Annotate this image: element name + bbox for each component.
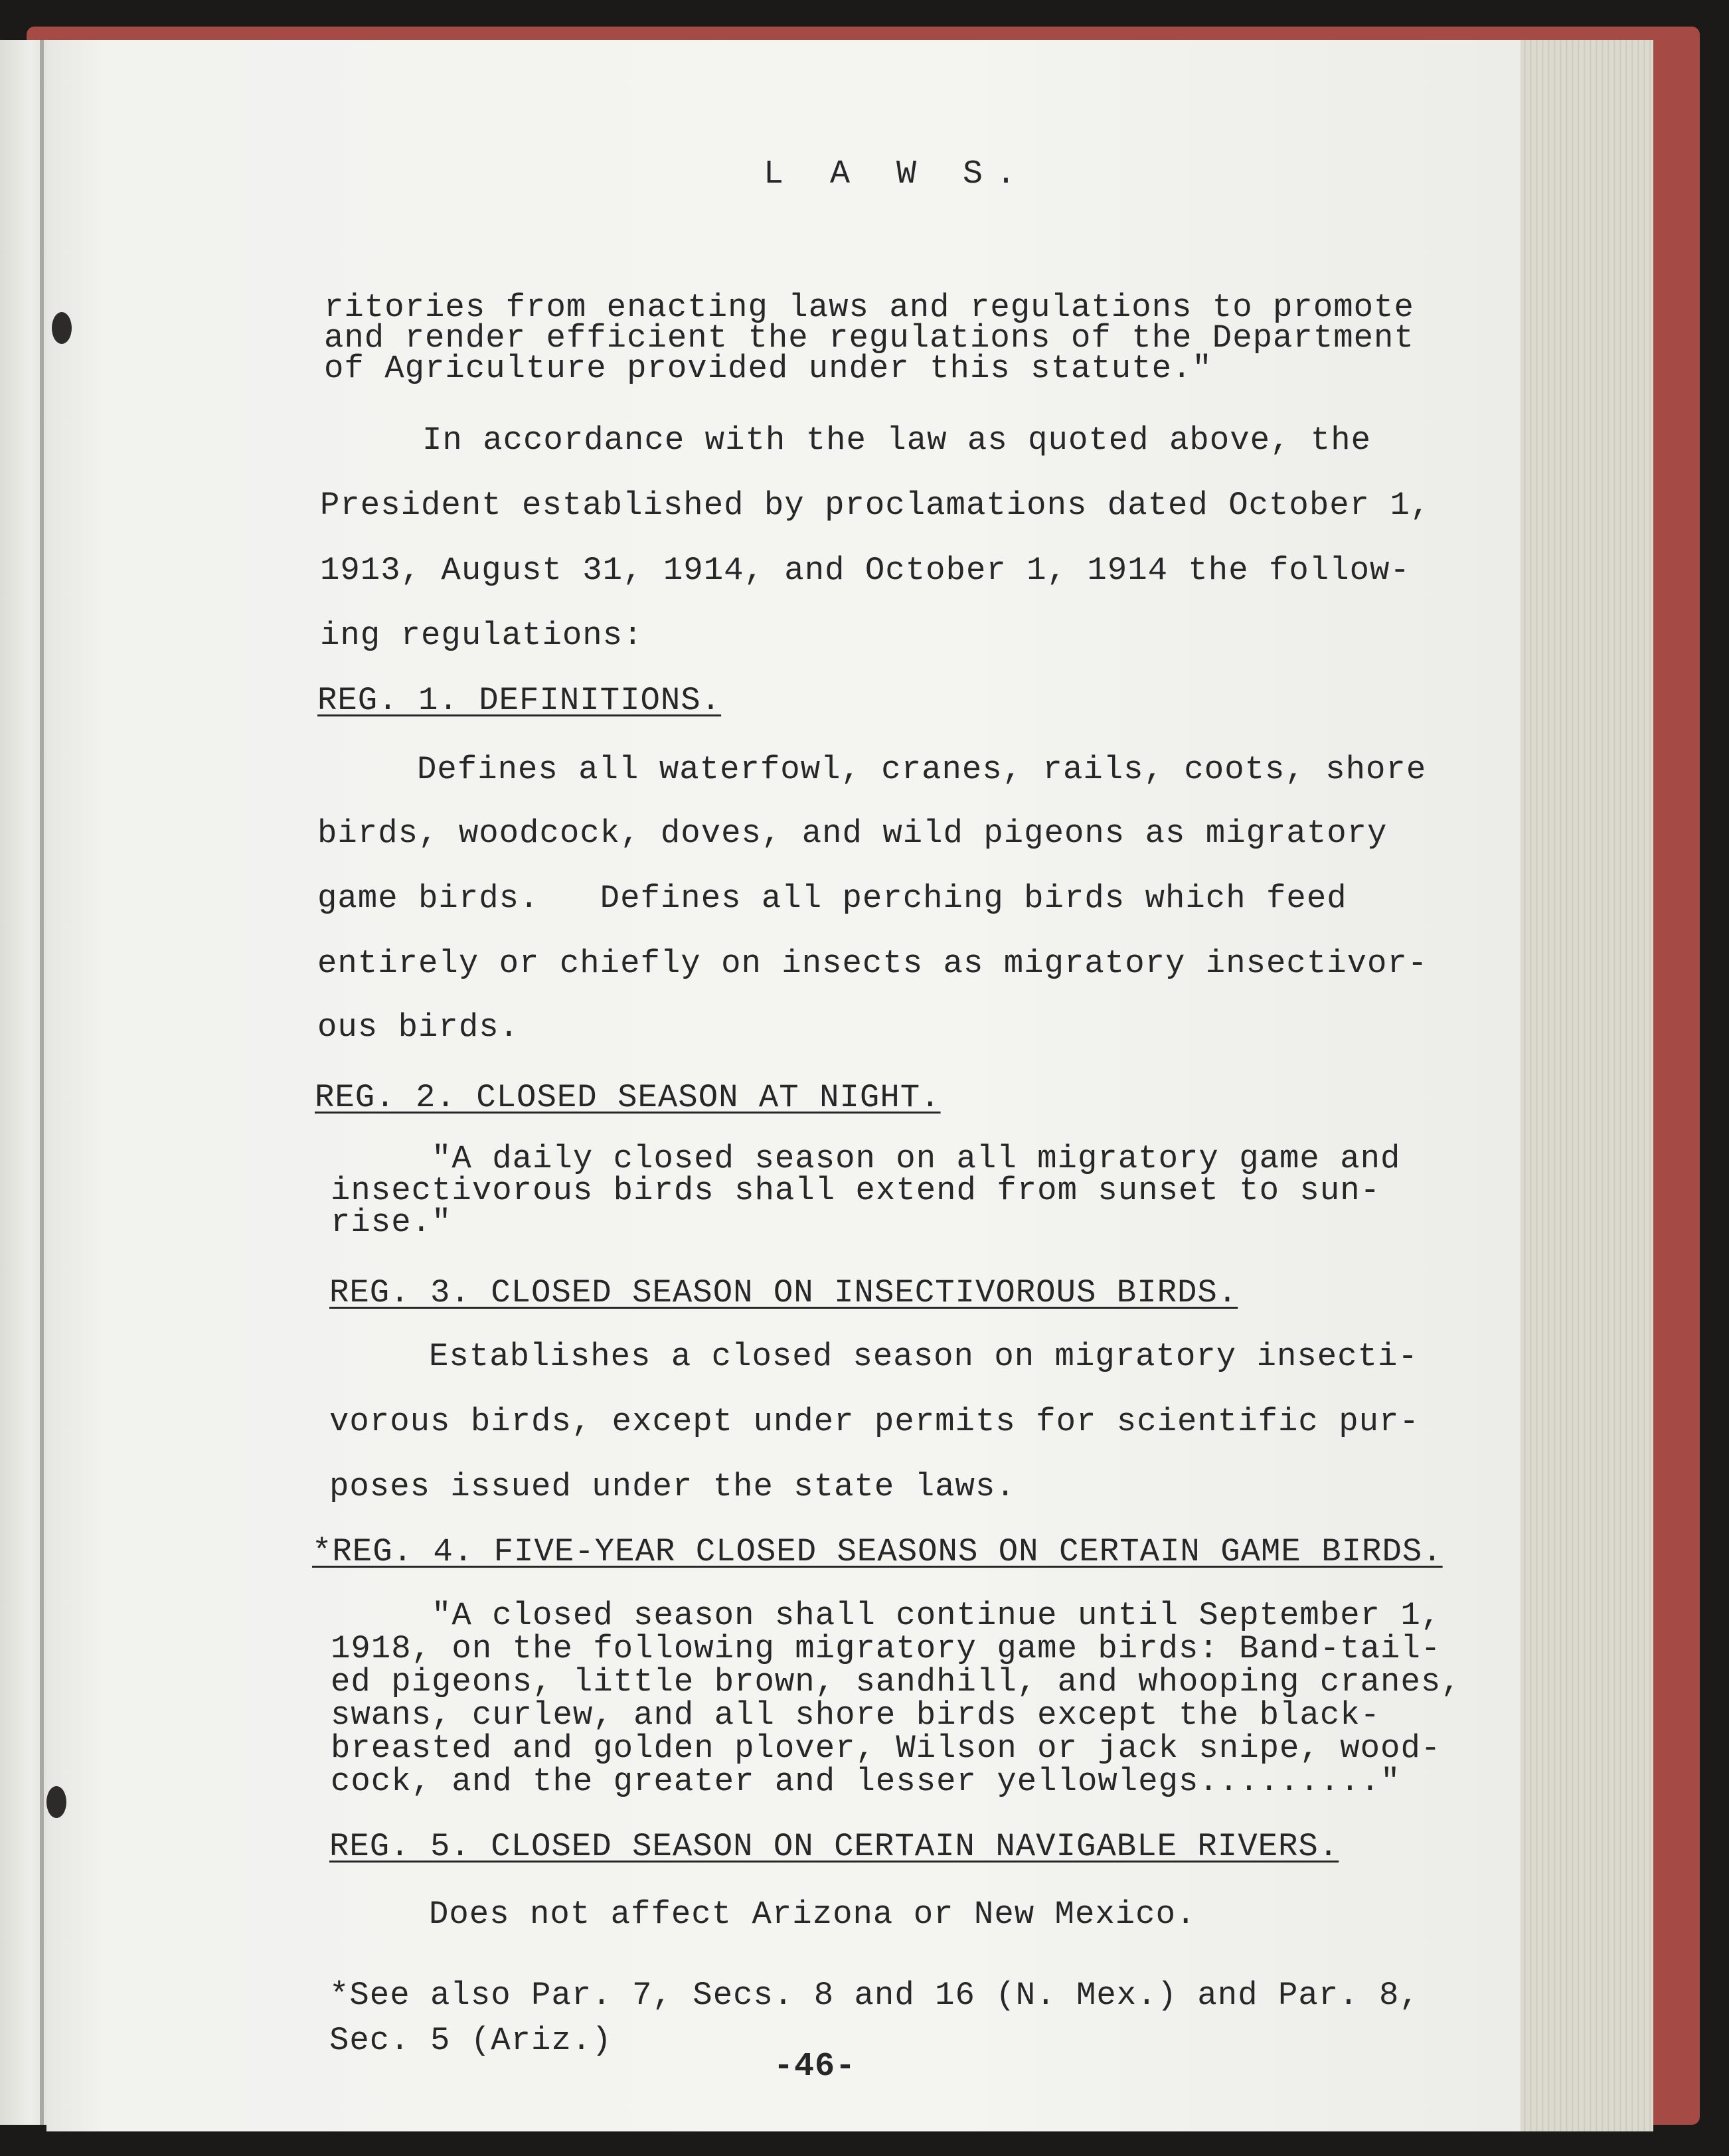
footnote-line: Sec. 5 (Ariz.) [329,2022,612,2059]
section-heading: REG. 3. CLOSED SEASON ON INSECTIVOROUS BIRDS. [329,1274,1238,1311]
text-line: 1913, August 31, 1914, and October 1, 1914 the follow- [320,552,1410,589]
text-line: ing regulations: [320,617,643,654]
text-line: game birds. Defines all perching birds which feed [317,880,1347,917]
text-line: 1918, on the following migratory game birds: Band-tail- [331,1630,1441,1667]
footnote-line: *See also Par. 7, Secs. 8 and 16 (N. Mex.) and Par. 8, [329,1977,1420,2014]
text-line: President established by proclamations dated October 1, [320,487,1431,524]
section-heading: REG. 1. DEFINITIONS. [317,682,722,719]
text-line: and render efficient the regulations of the Department [324,319,1414,357]
text-line: ed pigeons, little brown, sandhill, and whooping cranes, [331,1663,1461,1700]
section-heading: REG. 5. CLOSED SEASON ON CERTAIN NAVIGABLE RIVERS. [329,1828,1339,1865]
section-heading: *REG. 4. FIVE-YEAR CLOSED SEASONS ON CERTAIN GAME BIRDS. [312,1533,1443,1570]
text-line: cock, and the greater and lesser yellowlegs........." [331,1763,1401,1800]
page-number: -46- [774,2048,857,2086]
text-line: "A closed season shall continue until September 1, [432,1597,1441,1634]
text-line: "A daily closed season on all migratory game and [432,1140,1401,1177]
text-line: ous birds. [317,1009,520,1046]
text-line: Does not affect Arizona or New Mexico. [429,1896,1196,1933]
section-heading: REG. 2. CLOSED SEASON AT NIGHT. [315,1079,941,1116]
text-line: In accordance with the law as quoted above, the [422,422,1372,459]
text-line: Establishes a closed season on migratory insecti- [429,1338,1418,1375]
text-line: swans, curlew, and all shore birds except the black- [331,1697,1381,1734]
text-line: ritories from enacting laws and regulations to promote [324,289,1414,326]
text-line: breasted and golden plover, Wilson or jack snipe, wood- [331,1730,1441,1767]
text-line: birds, woodcock, doves, and wild pigeons as migratory [317,815,1388,852]
text-line: insectivorous birds shall extend from sunset to sun- [331,1172,1381,1209]
text-line: of Agriculture provided under this statute." [324,350,1212,387]
text-line: Defines all waterfowl, cranes, rails, coots, shore [417,751,1427,788]
text-line: entirely or chiefly on insects as migratory insectivor- [317,945,1428,982]
text-line: rise." [331,1204,452,1241]
page-header: L A W S. [764,155,1030,193]
text-line: vorous birds, except under permits for scientific pur- [329,1403,1420,1440]
text-line: poses issued under the state laws. [329,1468,1016,1505]
